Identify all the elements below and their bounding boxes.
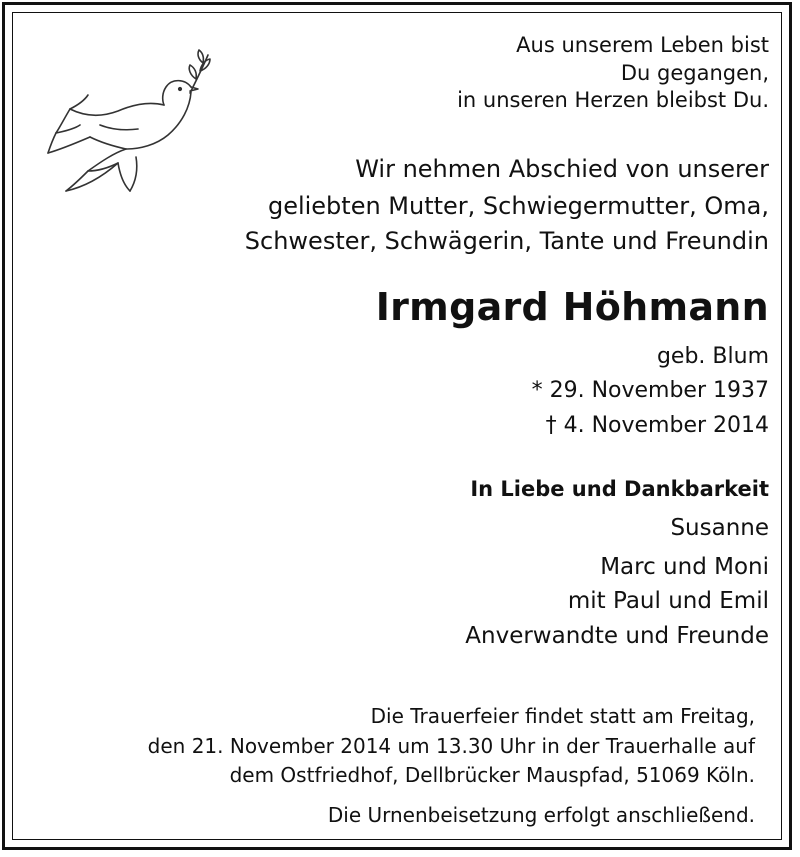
intro-line: Schwester, Schwägerin, Tante und Freundin <box>244 227 769 255</box>
motto-line: Aus unserem Leben bist <box>516 33 769 57</box>
deceased-name: Irmgard Höhmann <box>375 285 769 329</box>
service-line: den 21. November 2014 um 13.30 Uhr in der Trauerhalle auf <box>147 734 755 758</box>
service-line: Die Trauerfeier findet statt am Freitag, <box>370 704 755 728</box>
motto-line: in unseren Herzen bleibst Du. <box>457 88 769 112</box>
intro-line: geliebten Mutter, Schwiegermutter, Oma, <box>267 192 769 220</box>
motto-line: Du gegangen, <box>620 61 769 85</box>
mourners-heading: In Liebe und Dankbarkeit <box>470 477 769 501</box>
maiden-name: geb. Blum <box>656 344 769 369</box>
mourner-name: Susanne <box>670 515 769 541</box>
intro-line: Wir nehmen Abschied von unserer <box>355 155 769 183</box>
death-date: † 4. November 2014 <box>545 413 769 438</box>
burial-note: Die Urnenbeisetzung erfolgt anschließend. <box>327 803 755 827</box>
dove-with-olive-branch-icon <box>40 45 225 195</box>
service-line: dem Ostfriedhof, Dellbrücker Mauspfad, 51069 Köln. <box>229 763 755 787</box>
mourner-name: Marc und Moni <box>600 554 769 580</box>
birth-date: * 29. November 1937 <box>531 378 769 403</box>
mourner-name: mit Paul und Emil <box>567 588 769 614</box>
mourner-name: Anverwandte und Freunde <box>465 623 769 649</box>
